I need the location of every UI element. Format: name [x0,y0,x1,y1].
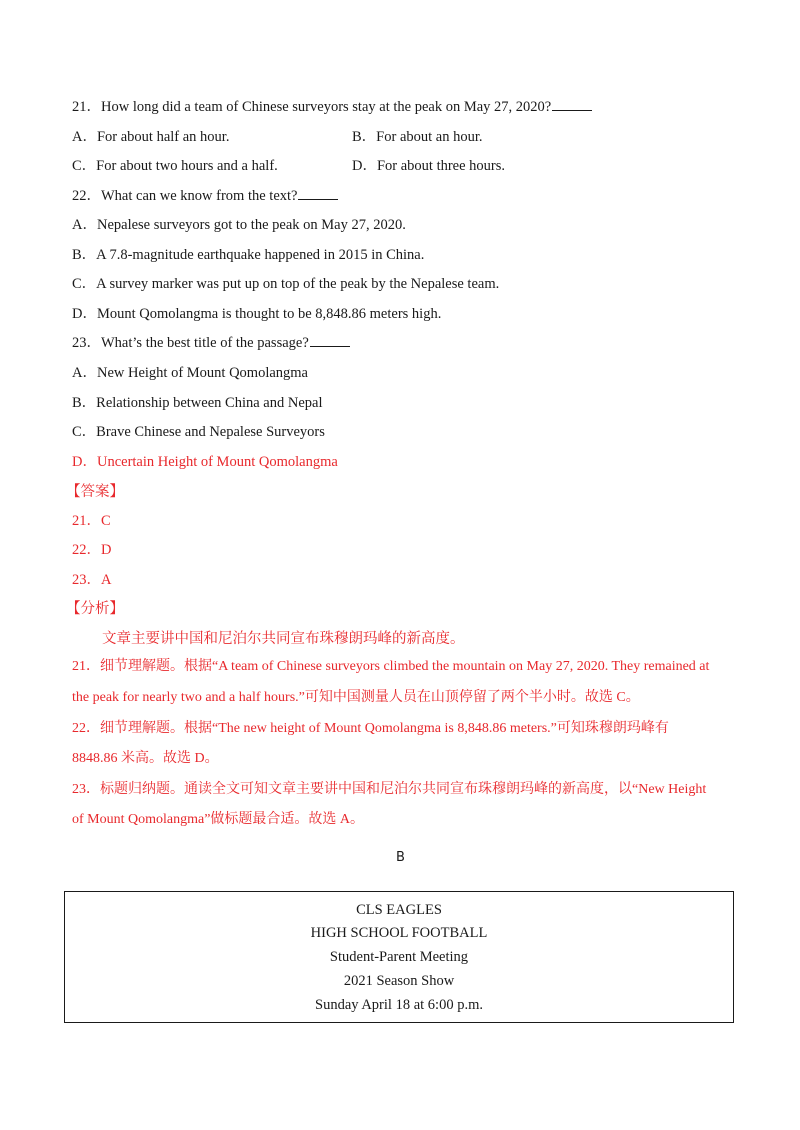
option-22-d: D．Mount Qomolangma is thought to be 8,848.86 meters high. [72,306,442,322]
question-23-stem: 23．What’s the best title of the passage? [72,335,309,351]
analysis-line: the peak for nearly two and a half hours.”可知中国测量人员在山顶停留了两个半小时。故选 C。 [72,690,640,705]
option-23-c: C．Brave Chinese and Nepalese Surveyors [72,424,325,440]
option-23-a: A．New Height of Mount Qomolangma [72,365,308,381]
analysis-intro: 文章主要讲中国和尼泊尔共同宣布珠穆朗玛峰的新高度。 [102,631,465,647]
question-23 [72,334,350,352]
option-23-d: D．Uncertain Height of Mount Qomolangma [72,454,338,470]
answer-blank [298,187,338,200]
announcement-box [64,891,734,1023]
option-22-a: A．Nepalese surveyors got to the peak on May 27, 2020. [72,217,406,233]
option-21-d: D．For about three hours. [352,158,506,174]
question-22 [72,187,338,205]
option-21-c: C．For about two hours and a half. [72,158,278,174]
announcement-line: HIGH SCHOOL FOOTBALL [310,925,488,941]
announcement-line: CLS EAGLES [356,902,442,918]
announcement-line: 2021 Season Show [343,973,455,989]
option-22-c: C．A survey marker was put up on top of the peak by the Nepalese team. [72,276,500,292]
question-21-options-row-1 [72,128,732,146]
question-22-stem: 22．What can we know from the text? [72,188,298,204]
question-21-stem: 21．How long did a team of Chinese surveyors stay at the peak on May 27, 2020? [72,99,552,115]
section-b-label: B [396,850,405,865]
analysis-heading: 【分析】 [66,601,124,617]
option-21-a: A．For about half an hour. [72,129,230,145]
option-23-b: B．Relationship between China and Nepal [72,395,323,411]
answer-item: 23．A [72,572,112,588]
announcement-line: Student-Parent Meeting [329,949,469,965]
answer-blank [310,334,350,347]
answer-blank [552,98,592,111]
option-22-b: B．A 7.8-magnitude earthquake happened in 2015 in China. [72,247,425,263]
announcement-line: Sunday April 18 at 6:00 p.m. [315,997,483,1013]
analysis-line: of Mount Qomolangma”做标题最合适。故选 A。 [72,812,365,827]
answer-item: 22．D [72,542,112,558]
option-21-b: B．For about an hour. [352,129,483,145]
analysis-line: 22．细节理解题。根据“The new height of Mount Qomolangma is 8,848.86 meters.”可知珠穆朗玛峰有 [72,721,669,736]
analysis-line: 8848.86 米高。故选 D。 [72,751,219,766]
question-21-options-row-2 [72,157,732,175]
question-21 [72,98,592,116]
analysis-line: 21．细节理解题。根据“A team of Chinese surveyors climbed the mountain on May 27, 2020. They remained at [72,659,710,674]
answer-heading: 【答案】 [66,484,124,500]
answer-item: 21．C [72,513,111,529]
analysis-line: 23．标题归纳题。通读全文可知文章主要讲中国和尼泊尔共同宣布珠穆朗玛峰的新高度，以“New Height [72,782,707,797]
